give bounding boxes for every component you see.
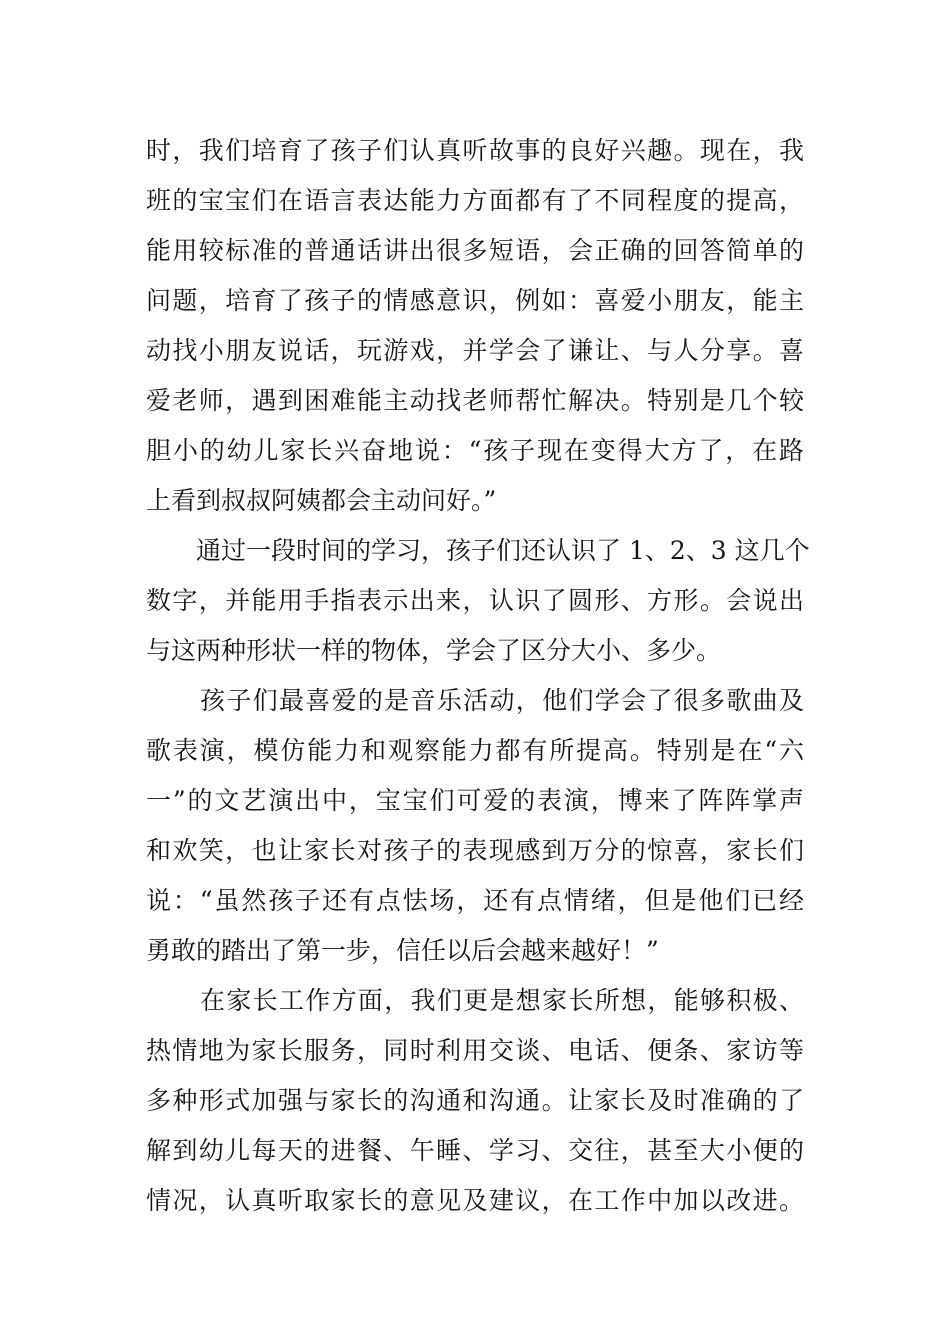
text-line: 解到幼儿每天的进餐、午睡、学习、交往，甚至大小便的 xyxy=(146,1136,804,1165)
text-line: 胆小的幼儿家长兴奋地说：“孩子现在变得大方了，在路 xyxy=(146,436,804,465)
text-line: 多种形式加强与家长的沟通和沟通。让家长及时准确的了 xyxy=(146,1086,804,1115)
text-line: 与这两种形状一样的物体，学会了区分大小、多少。 xyxy=(146,636,722,665)
text-line: 勇敢的踏出了第一步，信任以后会越来越好！” xyxy=(146,936,659,965)
text-line: 上看到叔叔阿姨都会主动问好。” xyxy=(146,486,497,515)
text-line: 数字，并能用手指表示出来，认识了圆形、方形。会说出 xyxy=(146,586,804,615)
text-line: 孩子们最喜爱的是音乐活动，他们学会了很多歌曲及 xyxy=(200,686,804,715)
text-line: 情况，认真听取家长的意见及建议，在工作中加以改进。 xyxy=(146,1186,804,1215)
text-line: 热情地为家长服务，同时利用交谈、电话、便条、家访等 xyxy=(146,1036,804,1065)
text-line: 和欢笑，也让家长对孩子的表现感到万分的惊喜，家长们 xyxy=(146,836,804,865)
text-line: 歌表演，模仿能力和观察能力都有所提高。特别是在“六 xyxy=(146,736,804,765)
text-line: 能用较标准的普通话讲出很多短语，会正确的回答简单的 xyxy=(146,236,804,265)
text-line: 班的宝宝们在语言表达能力方面都有了不同程度的提高， xyxy=(146,186,804,215)
text-line: 在家长工作方面，我们更是想家长所想，能够积极、 xyxy=(200,986,804,1015)
text-line: 一”的文艺演出中，宝宝们可爱的表演，博来了阵阵掌声 xyxy=(146,786,804,815)
text-line: 问题，培育了孩子的情感意识，例如：喜爱小朋友，能主 xyxy=(146,286,804,315)
text-line: 时，我们培育了孩子们认真听故事的良好兴趣。现在，我 xyxy=(146,136,804,165)
text-line: 动找小朋友说话，玩游戏，并学会了谦让、与人分享。喜 xyxy=(146,336,804,365)
text-line: 爱老师，遇到困难能主动找老师帮忙解决。特别是几个较 xyxy=(146,386,804,415)
text-line: 说：“虽然孩子还有点怯场，还有点情绪，但是他们已经 xyxy=(146,886,804,915)
text-line: 通过一段时间的学习，孩子们还认识了 1、2、3 这几个 xyxy=(196,536,810,565)
